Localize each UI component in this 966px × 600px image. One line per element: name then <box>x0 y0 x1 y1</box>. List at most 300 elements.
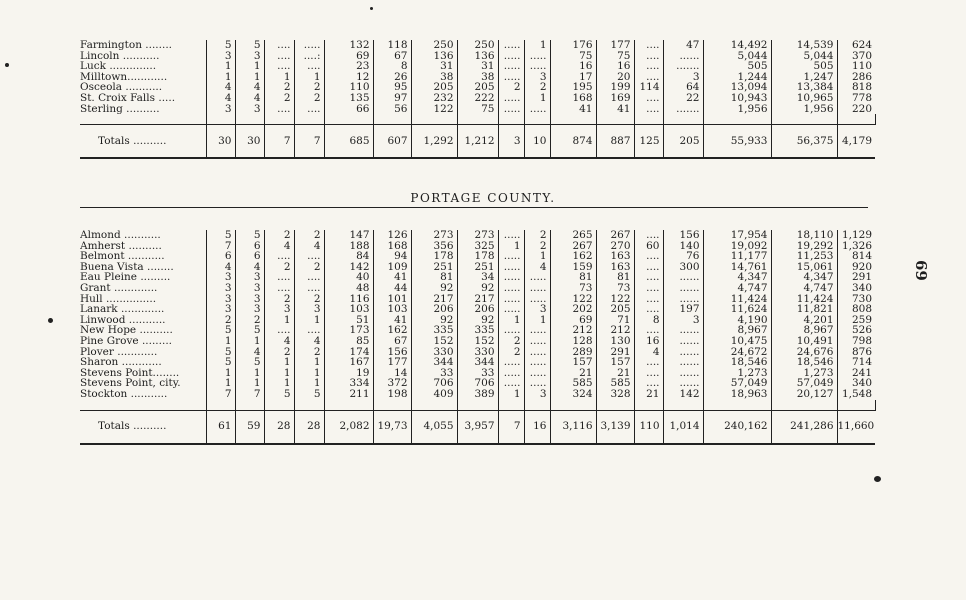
table-cell: 177 <box>596 40 634 51</box>
table-cell: 2 <box>294 93 324 104</box>
table-cell: 69 <box>324 51 373 62</box>
table-row <box>80 230 875 241</box>
table-row <box>80 347 875 358</box>
spacer-cell <box>324 114 373 125</box>
table-cell: 259 <box>851 314 872 326</box>
table-cell: 48 <box>324 283 373 294</box>
totals-cell: 7 <box>498 410 524 444</box>
table-cell: 168 <box>373 241 411 252</box>
row-label: Plover ............ <box>80 347 206 358</box>
table-cell: 17 <box>550 72 596 83</box>
table-cell: 1,956 <box>771 104 837 115</box>
table-row <box>80 368 875 379</box>
table-cell: 1,326 <box>841 240 872 252</box>
table-cell: 14,492 <box>703 40 771 51</box>
table-cell: 41 <box>596 104 634 115</box>
table-cell: 16 <box>550 61 596 72</box>
table-cell: 212 <box>596 325 634 336</box>
table-cell: 1 <box>235 378 264 389</box>
table-cell: 1 <box>524 93 550 104</box>
table-cell: ..... <box>524 325 550 336</box>
table-cell: 31 <box>411 61 457 72</box>
table-cell: 1 <box>264 357 294 368</box>
row-label: Stevens Point........ <box>80 368 206 379</box>
table-cell: 135 <box>324 93 373 104</box>
table-cell: 4,747 <box>703 283 771 294</box>
table-cell: 1 <box>264 378 294 389</box>
totals-cell: 874 <box>550 125 596 159</box>
totals-row <box>80 125 875 159</box>
table-cell: 11,424 <box>703 294 771 305</box>
table-cell: 1,548 <box>841 388 872 400</box>
spacer-row <box>80 400 875 411</box>
table-cell: .... <box>634 230 663 241</box>
table-cell: 103 <box>324 304 373 315</box>
spacer-cell <box>206 114 235 125</box>
table-cell: 21 <box>550 368 596 379</box>
table-cell: 217 <box>411 294 457 305</box>
ink-speck <box>874 476 881 482</box>
totals-cell: 30 <box>235 125 264 159</box>
table-cell: 19,092 <box>703 241 771 252</box>
spacer-cell <box>771 114 837 125</box>
row-label: Stevens Point, city. <box>80 378 206 389</box>
table-cell: 128 <box>550 336 596 347</box>
table-cell: 163 <box>596 251 634 262</box>
table-cell: .... <box>634 368 663 379</box>
table-cell: 10,475 <box>703 336 771 347</box>
table-cell: 118 <box>373 40 411 51</box>
table-cell: ..... <box>498 51 524 62</box>
table-cell: 340 <box>851 282 872 294</box>
table-cell: ..... <box>498 262 524 273</box>
table-cell: 16 <box>634 336 663 347</box>
spacer-cell <box>703 114 771 125</box>
table-cell: 3 <box>206 294 235 305</box>
table-cell: 286 <box>851 71 872 83</box>
table-cell: 3 <box>235 104 264 115</box>
table-cell: 163 <box>596 262 634 273</box>
spacer-cell <box>703 400 771 411</box>
row-label: Sharon ............ <box>80 357 206 368</box>
table-cell: 205 <box>457 82 498 93</box>
table-cell: 26 <box>373 72 411 83</box>
spacer-cell <box>550 114 596 125</box>
table-cell: ..... <box>498 230 524 241</box>
table-cell: 38 <box>457 72 498 83</box>
table-cell: 1 <box>294 378 324 389</box>
table-cell: 14 <box>373 368 411 379</box>
table-cell: 162 <box>373 325 411 336</box>
totals-row <box>80 410 875 444</box>
table-cell: 2 <box>524 82 550 93</box>
spacer-cell <box>457 400 498 411</box>
table-cell: 4 <box>206 262 235 273</box>
table-cell: 4 <box>206 82 235 93</box>
table-cell: 300 <box>663 262 703 273</box>
table-cell: ...... <box>663 357 703 368</box>
table-cell: 5 <box>206 357 235 368</box>
table-cell: 197 <box>663 304 703 315</box>
table-cell: 5 <box>206 40 235 51</box>
table-cell: 1 <box>206 378 235 389</box>
table-cell: ..... <box>524 336 550 347</box>
table-cell: 1 <box>206 61 235 72</box>
table-cell: 1 <box>235 368 264 379</box>
row-label: St. Croix Falls ..... <box>80 93 206 104</box>
table-cell: 273 <box>411 230 457 241</box>
spacer-cell <box>596 114 634 125</box>
table-cell: 4 <box>235 262 264 273</box>
table-cell: 344 <box>457 357 498 368</box>
table-cell: 10,965 <box>771 93 837 104</box>
table-cell: ..... <box>524 272 550 283</box>
table-row <box>80 82 875 93</box>
table-cell: 33 <box>411 368 457 379</box>
section-top-rule <box>80 207 868 208</box>
table-cell: 1 <box>235 72 264 83</box>
spacer-cell <box>634 114 663 125</box>
table-cell: 156 <box>373 347 411 358</box>
county-table-upper <box>80 40 876 159</box>
table-cell: 3 <box>235 283 264 294</box>
table-cell: ..... <box>294 40 324 51</box>
row-label: Sterling .......... <box>80 104 206 115</box>
totals-cell: 56,375 <box>771 125 837 159</box>
table-cell: 156 <box>663 230 703 241</box>
table-cell: ..... <box>498 40 524 51</box>
table-row <box>80 294 875 305</box>
table-cell: 18,546 <box>703 357 771 368</box>
table-cell: 4,201 <box>771 315 837 326</box>
table-cell: 67 <box>373 51 411 62</box>
table-cell: 81 <box>411 272 457 283</box>
table-cell: 75 <box>550 51 596 62</box>
totals-cell: 10 <box>524 125 550 159</box>
table-cell: 4 <box>634 347 663 358</box>
table-cell: 4 <box>264 336 294 347</box>
upper-table-body <box>80 40 875 158</box>
table-row <box>80 357 875 368</box>
table-cell: ...... <box>663 336 703 347</box>
table-cell: 1,956 <box>703 104 771 115</box>
table-cell: ..... <box>524 368 550 379</box>
table-cell: ..... <box>524 294 550 305</box>
table-row <box>80 251 875 262</box>
table-cell: .... <box>294 283 324 294</box>
table-cell: ..... <box>498 368 524 379</box>
table-cell: .... <box>634 251 663 262</box>
table-cell: 7 <box>235 389 264 400</box>
table-cell: ...... <box>663 283 703 294</box>
table-cell: 808 <box>851 304 872 315</box>
table-cell: 2 <box>524 241 550 252</box>
totals-cell: 125 <box>634 125 663 159</box>
table-cell: 251 <box>457 262 498 273</box>
table-row <box>80 272 875 283</box>
table-cell: .... <box>634 93 663 104</box>
table-cell: .... <box>634 262 663 273</box>
table-cell: 3 <box>294 304 324 315</box>
totals-cell: 240,162 <box>703 410 771 444</box>
table-cell: 220 <box>851 103 872 115</box>
table-cell: ..... <box>498 104 524 115</box>
totals-cell: 28 <box>264 410 294 444</box>
table-cell: 3 <box>235 51 264 62</box>
table-cell: 84 <box>324 251 373 262</box>
table-cell: 6 <box>235 241 264 252</box>
table-cell: .... <box>294 251 324 262</box>
spacer-cell <box>498 400 524 411</box>
table-cell: 1,247 <box>771 72 837 83</box>
table-cell: 142 <box>663 389 703 400</box>
table-cell: 126 <box>373 230 411 241</box>
table-cell: 1 <box>498 241 524 252</box>
table-cell: 1 <box>206 368 235 379</box>
row-label: Lincoln ........... <box>80 51 206 62</box>
table-row <box>80 262 875 273</box>
table-cell: 330 <box>457 347 498 358</box>
totals-cell: 887 <box>596 125 634 159</box>
totals-cell: 11,660 <box>837 410 875 444</box>
row-label: Milltown............ <box>80 72 206 83</box>
table-cell: 57,049 <box>703 378 771 389</box>
table-cell: 5 <box>294 389 324 400</box>
table-cell: 330 <box>411 347 457 358</box>
spacer-cell <box>206 400 235 411</box>
table-cell: .... <box>264 251 294 262</box>
spacer-cell <box>837 114 875 125</box>
table-cell: 267 <box>596 230 634 241</box>
table-row <box>80 325 875 336</box>
table-cell: 41 <box>550 104 596 115</box>
table-cell: 20,127 <box>771 389 837 400</box>
table-cell: ..... <box>524 378 550 389</box>
table-cell: 51 <box>324 315 373 326</box>
table-row <box>80 104 875 115</box>
table-row <box>80 40 875 51</box>
table-cell: 1,273 <box>703 368 771 379</box>
totals-cell: 16 <box>524 410 550 444</box>
table-cell: 4,190 <box>703 315 771 326</box>
row-label: Almond ........... <box>80 230 206 241</box>
table-cell: 81 <box>596 272 634 283</box>
table-cell: 101 <box>373 294 411 305</box>
table-row <box>80 315 875 326</box>
section-heading: PORTAGE COUNTY. <box>410 191 556 205</box>
row-label: Luck .............. <box>80 61 206 72</box>
table-cell: 211 <box>324 389 373 400</box>
table-cell: 97 <box>373 93 411 104</box>
table-cell: 19 <box>324 368 373 379</box>
totals-cell: 28 <box>294 410 324 444</box>
table-cell: 505 <box>771 61 837 72</box>
table-cell: 178 <box>457 251 498 262</box>
table-cell: 2 <box>294 82 324 93</box>
table-cell: 3 <box>524 72 550 83</box>
table-cell: 140 <box>663 241 703 252</box>
table-cell: 159 <box>550 262 596 273</box>
table-cell: 73 <box>596 283 634 294</box>
table-cell: 206 <box>411 304 457 315</box>
table-cell: 2 <box>235 315 264 326</box>
table-cell: 95 <box>373 82 411 93</box>
table-cell: 3 <box>235 304 264 315</box>
table-cell: 173 <box>324 325 373 336</box>
totals-cell: 3,116 <box>550 410 596 444</box>
table-cell: 3 <box>264 304 294 315</box>
table-row <box>80 51 875 62</box>
table-cell: 324 <box>550 389 596 400</box>
table-cell: .... <box>634 104 663 115</box>
table-cell: .... <box>264 104 294 115</box>
table-cell: .... <box>264 272 294 283</box>
table-cell: .... <box>294 272 324 283</box>
table-cell: 2 <box>524 230 550 241</box>
table-cell: 250 <box>457 40 498 51</box>
table-cell: .... <box>264 40 294 51</box>
spacer-cell <box>294 114 324 125</box>
table-cell: 202 <box>550 304 596 315</box>
table-cell: 18,963 <box>703 389 771 400</box>
table-cell: 66 <box>324 104 373 115</box>
table-cell: ....... <box>663 104 703 115</box>
table-cell: 44 <box>373 283 411 294</box>
table-cell: 232 <box>411 93 457 104</box>
table-cell: ..... <box>498 294 524 305</box>
table-cell: 1 <box>206 336 235 347</box>
table-cell: 116 <box>324 294 373 305</box>
spacer-cell <box>524 400 550 411</box>
table-cell: 1 <box>294 72 324 83</box>
table-cell: 2 <box>264 347 294 358</box>
table-cell: 142 <box>324 262 373 273</box>
ink-speck <box>48 318 53 323</box>
table-cell: 20 <box>596 72 634 83</box>
table-cell: 714 <box>851 357 872 368</box>
table-cell: 585 <box>550 378 596 389</box>
table-cell: 11,177 <box>703 251 771 262</box>
table-cell: 585 <box>596 378 634 389</box>
table-cell: 1 <box>524 315 550 326</box>
table-cell: 94 <box>373 251 411 262</box>
totals-cell: 3,957 <box>457 410 498 444</box>
table-cell: 4 <box>235 82 264 93</box>
table-cell: 267 <box>550 241 596 252</box>
row-label: New Hope .......... <box>80 325 206 336</box>
table-cell: 3 <box>524 304 550 315</box>
totals-cell: 4,179 <box>837 125 875 159</box>
table-cell: 3 <box>206 51 235 62</box>
table-cell: 132 <box>324 40 373 51</box>
table-cell: 136 <box>411 51 457 62</box>
table-cell: 136 <box>457 51 498 62</box>
row-label: Grant ............. <box>80 283 206 294</box>
table-cell: 122 <box>550 294 596 305</box>
table-cell: .... <box>264 51 294 62</box>
table-cell: 814 <box>851 251 872 262</box>
spacer-cell <box>771 400 837 411</box>
row-label: Linwood ........... <box>80 315 206 326</box>
table-cell: 1 <box>206 72 235 83</box>
table-cell: 22 <box>663 93 703 104</box>
table-cell: .... <box>634 72 663 83</box>
table-cell: 335 <box>411 325 457 336</box>
table-cell: 3 <box>206 304 235 315</box>
table-cell: 71 <box>596 315 634 326</box>
spacer-cell <box>550 400 596 411</box>
table-cell: 4,347 <box>703 272 771 283</box>
table-cell: 5 <box>235 40 264 51</box>
table-cell: 1 <box>264 315 294 326</box>
table-cell: 250 <box>411 40 457 51</box>
table-cell: ...... <box>663 347 703 358</box>
table-cell: .... <box>264 325 294 336</box>
spacer-cell <box>235 114 264 125</box>
table-cell: ..... <box>524 357 550 368</box>
table-cell: 1 <box>294 357 324 368</box>
table-cell: 3 <box>235 272 264 283</box>
table-cell: 174 <box>324 347 373 358</box>
table-cell: 2 <box>294 294 324 305</box>
totals-cell: 7 <box>294 125 324 159</box>
table-cell: 205 <box>411 82 457 93</box>
spacer-cell <box>663 400 703 411</box>
table-cell: ....... <box>663 61 703 72</box>
table-cell: 13,384 <box>771 82 837 93</box>
table-cell: .... <box>264 61 294 72</box>
spacer-cell <box>596 400 634 411</box>
table-cell: 21 <box>634 389 663 400</box>
spacer-cell <box>411 114 457 125</box>
table-cell: 4 <box>294 336 324 347</box>
table-cell: 5 <box>206 230 235 241</box>
table-cell: ...... <box>663 325 703 336</box>
table-cell: 325 <box>457 241 498 252</box>
totals-label: Totals .......... <box>80 125 206 159</box>
table-cell: .... <box>294 104 324 115</box>
table-cell: 334 <box>324 378 373 389</box>
totals-cell: 3,139 <box>596 410 634 444</box>
table-cell: 2 <box>498 347 524 358</box>
table-cell: 5 <box>206 347 235 358</box>
table-cell: 7 <box>206 241 235 252</box>
table-cell: ..... <box>498 93 524 104</box>
spacer-cell <box>634 400 663 411</box>
table-cell: 1 <box>235 61 264 72</box>
table-cell: 7 <box>206 389 235 400</box>
table-cell: 18,110 <box>771 230 837 241</box>
table-cell: ...... <box>663 51 703 62</box>
row-label: Stockton ........... <box>80 389 206 400</box>
table-cell: 11,253 <box>771 251 837 262</box>
table-cell: 2 <box>498 82 524 93</box>
table-cell: 10,491 <box>771 336 837 347</box>
row-label: Belmont ........... <box>80 251 206 262</box>
table-cell: 3 <box>663 315 703 326</box>
table-cell: 3 <box>663 72 703 83</box>
table-cell: ..... <box>524 347 550 358</box>
table-cell: 5,044 <box>771 51 837 62</box>
table-cell: ..... <box>498 325 524 336</box>
table-cell: ...... <box>663 378 703 389</box>
table-cell: 1,129 <box>841 230 872 241</box>
table-cell: 11,624 <box>703 304 771 315</box>
table-cell: 1 <box>498 389 524 400</box>
table-cell: 1 <box>264 72 294 83</box>
spacer-cell <box>663 114 703 125</box>
table-cell: 205 <box>596 304 634 315</box>
